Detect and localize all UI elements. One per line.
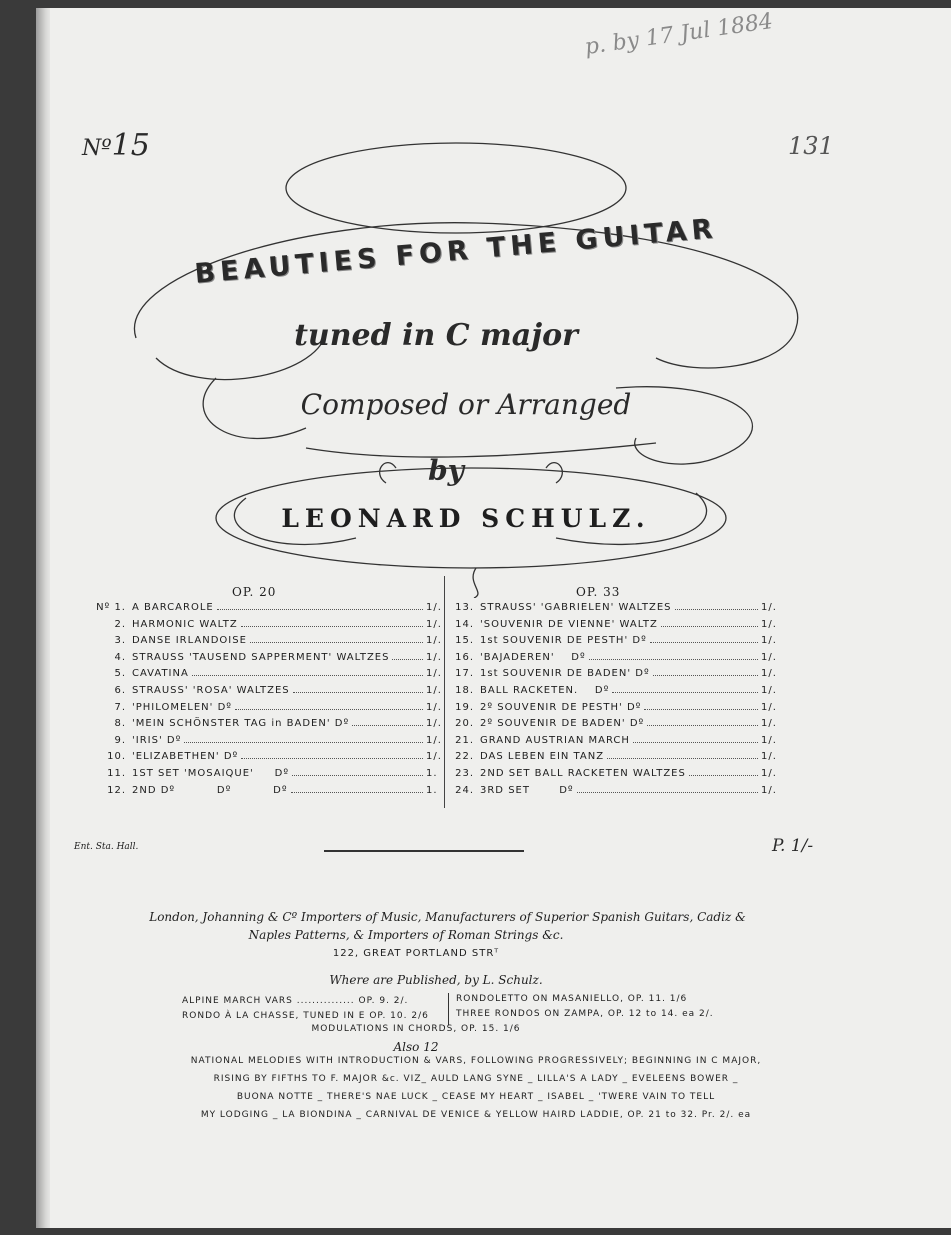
leader-dots (241, 750, 423, 759)
item-number: 10. (107, 751, 126, 763)
top-flourish (286, 143, 626, 233)
leader-dots (607, 750, 758, 759)
item-price: 1/. (426, 751, 442, 763)
item-price: 1/. (761, 685, 777, 696)
item-number: 15. (455, 635, 474, 647)
item-title: 1st SOUVENIR DE BADEN' Dº (480, 668, 650, 680)
melodies-line-2: RISING BY FIFTHS TO F. MAJOR &c. VIZ_ AULD LANG SYNE _ LILLA'S A LADY _ EVELEENS BOWER _ (213, 1074, 739, 1084)
melodies-line-3: BUONA NOTTE _ THERE'S NAE LUCK _ CEASE MY HEART _ ISABEL _ 'TWERE VAIN TO TELL (236, 1092, 716, 1102)
item-title: 'MEIN SCHÖNSTER TAG in BADEN' Dº (132, 718, 350, 730)
item-title: STRAUSS 'TAUSEND SAPPERMENT' WALTZES (132, 651, 390, 663)
item-number: 24. (455, 784, 474, 796)
item-number: 23. (455, 768, 474, 779)
binding-edge (36, 8, 50, 1228)
price-mark: P. 1/- (772, 836, 814, 856)
list-item (82, 734, 440, 750)
subtitle: tuned in C major (294, 318, 578, 353)
item-title: A BARCAROLE (132, 602, 214, 613)
item-title: BALL RACKETEN. Dº (480, 685, 610, 696)
published-right-2: THREE RONDOS ON ZAMPA, OP. 12 to 14. ea 2/. (456, 1009, 714, 1019)
list-item (452, 667, 775, 683)
melodies-line-1: NATIONAL MELODIES WITH INTRODUCTION & VARS, FOLLOWING PROGRESSIVELY; BEGINNING IN C MAJOR, (190, 1056, 762, 1066)
item-number: 9. (114, 734, 126, 746)
leader-dots (653, 667, 758, 676)
item-price: 1/. (426, 668, 442, 680)
leader-dots (293, 684, 423, 693)
list-item (452, 767, 775, 783)
leader-dots (235, 701, 423, 710)
item-price: 1/. (761, 602, 777, 613)
item-number: 12. (107, 784, 126, 796)
item-title: 2ND Dº Dº Dº (132, 784, 288, 796)
published-right-1: RONDOLETTO ON MASANIELLO, OP. 11. 1/6 (456, 994, 688, 1004)
bracket-left (380, 463, 396, 483)
item-price: 1/. (761, 751, 777, 763)
item-price: 1/. (426, 718, 442, 730)
leader-dots (192, 667, 423, 676)
imprint-line-1: London, Johanning & Cº Importers of Music, Manufacturers of Superior Spanish Guitars, Cadiz & (149, 910, 746, 924)
plate-number-value: 15 (111, 128, 150, 163)
op20-heading: OP. 20 (232, 585, 277, 599)
op33-heading: OP. 33 (576, 585, 621, 599)
leader-dots (292, 767, 423, 776)
title: BEAUTIES FOR THE GUITAR (193, 213, 719, 290)
item-number: 16. (455, 651, 474, 663)
leader-dots (392, 651, 423, 660)
item-number: 8. (114, 718, 126, 730)
item-number: 14. (455, 618, 474, 630)
item-number: 6. (114, 685, 126, 696)
leader-dots (217, 601, 423, 610)
leader-dots (184, 734, 423, 743)
list-item (452, 750, 775, 766)
leader-dots (689, 767, 758, 776)
leader-dots (291, 784, 423, 793)
list-item (82, 784, 440, 800)
list-item (82, 717, 440, 733)
item-title: STRAUSS' 'ROSA' WALTZES (132, 685, 290, 696)
list-item (82, 618, 440, 634)
page-mark: 131 (788, 132, 834, 160)
composed-arranged: Composed or Arranged (300, 388, 632, 421)
item-price: 1/. (761, 635, 777, 647)
item-title: 2º SOUVENIR DE BADEN' Dº (480, 718, 645, 730)
item-title: 'SOUVENIR DE VIENNE' WALTZ (480, 618, 658, 630)
item-title: GRAND AUSTRIAN MARCH (480, 734, 630, 746)
column-divider (444, 576, 445, 808)
rule-line (324, 850, 524, 852)
list-item (452, 601, 775, 617)
music-title-page (36, 8, 951, 1228)
item-number: 3. (114, 635, 126, 647)
item-price: 1/. (426, 701, 442, 713)
list-item (82, 701, 440, 717)
published-divider (448, 993, 449, 1025)
item-number: 4. (114, 651, 126, 663)
item-title: 1ST SET 'MOSAIQUE' Dº (132, 768, 290, 779)
stationers-hall: Ent. Sta. Hall. (74, 842, 139, 852)
item-price: 1/. (761, 784, 777, 796)
list-item (452, 618, 775, 634)
list-item (82, 750, 440, 766)
list-item (452, 634, 775, 650)
item-price: 1/. (761, 734, 777, 746)
item-title: 1st SOUVENIR DE PESTH' Dº (480, 635, 647, 647)
item-price: 1/. (426, 685, 442, 696)
item-title: STRAUSS' 'GABRIELEN' WALTZES (480, 602, 672, 613)
item-number: 7. (114, 701, 126, 713)
item-title: 'ELIZABETHEN' Dº (132, 751, 239, 763)
center-tail (473, 568, 478, 598)
leader-dots (241, 618, 423, 627)
leader-dots (633, 734, 758, 743)
item-price: 1/. (761, 701, 777, 713)
list-item (82, 601, 440, 617)
item-number: Nº 1. (96, 602, 126, 613)
item-title: 3RD SET Dº (480, 784, 574, 796)
imprint-line-2: Naples Patterns, & Importers of Roman Strings &c. (248, 928, 564, 942)
item-price: 1/. (761, 651, 777, 663)
item-price: 1/. (761, 618, 777, 630)
item-price: 1/. (761, 718, 777, 730)
item-title: 'PHILOMELEN' Dº (132, 701, 232, 713)
item-number: 22. (455, 751, 474, 763)
item-title: CAVATINA (132, 668, 189, 680)
item-number: 2. (114, 618, 126, 630)
leader-dots (647, 717, 758, 726)
item-title: 'BAJADEREN' Dº (480, 651, 586, 663)
item-number: 19. (455, 701, 474, 713)
list-item (82, 651, 440, 667)
published-center: MODULATIONS IN CHORDS, OP. 15. 1/6 (311, 1024, 521, 1034)
item-number: 13. (455, 602, 474, 613)
item-title: DAS LEBEN EIN TANZ (480, 751, 605, 763)
published-left-1: ALPINE MARCH VARS ............... OP. 9. 2/. (182, 996, 409, 1006)
melodies-line-4: MY LODGING _ LA BIONDINA _ CARNIVAL DE VENICE & YELLOW HAIRD LADDIE, OP. 21 to 32. Pr. 2/. ea (200, 1110, 752, 1120)
item-price: 1/. (426, 635, 442, 647)
item-title: 'IRIS' Dº (132, 734, 182, 746)
item-number: 18. (455, 685, 474, 696)
list-item (452, 651, 775, 667)
item-price: 1/. (761, 668, 777, 680)
leader-dots (589, 651, 758, 660)
leader-dots (675, 601, 759, 610)
published-left-2: RONDO À LA CHASSE, TUNED IN E OP. 10. 2/6 (182, 1011, 429, 1021)
by-label: by (428, 454, 464, 487)
leader-dots (352, 717, 423, 726)
item-price: 1/. (426, 618, 442, 630)
item-price: 1. (426, 784, 438, 796)
leader-dots (612, 684, 758, 693)
item-number: 17. (455, 668, 474, 680)
also-heading: Also 12 (393, 1040, 439, 1054)
bracket-right (546, 463, 562, 483)
imprint-address: 122, GREAT PORTLAND STRᵀ (332, 948, 500, 959)
leader-dots (644, 701, 758, 710)
item-number: 5. (114, 668, 126, 680)
list-item (82, 634, 440, 650)
item-price: 1. (426, 768, 438, 779)
list-item (452, 684, 775, 700)
item-title: HARMONIC WALTZ (132, 618, 238, 630)
item-price: 1/. (426, 651, 442, 663)
item-price: 1/. (426, 602, 442, 613)
item-number: 21. (455, 734, 474, 746)
list-item (82, 667, 440, 683)
list-item (452, 701, 775, 717)
leader-dots (577, 784, 758, 793)
published-heading: Where are Published, by L. Schulz. (329, 973, 543, 987)
composer-name: LEONARD SCHULZ. (281, 504, 651, 533)
item-price: 1/. (426, 734, 442, 746)
item-price: 1/. (761, 768, 777, 779)
leader-dots (650, 634, 758, 643)
list-item (452, 734, 775, 750)
list-item (82, 767, 440, 783)
item-number: 11. (107, 768, 126, 779)
pencil-note: p. by 17 Jul 1884 (583, 8, 775, 61)
leader-dots (250, 634, 423, 643)
list-item (452, 717, 775, 733)
list-item (452, 784, 775, 800)
item-title: 2º SOUVENIR DE PESTH' Dº (480, 701, 642, 713)
leader-dots (661, 618, 758, 627)
item-title: 2ND SET BALL RACKETEN WALTZES (480, 768, 686, 779)
plate-number-label: Nº (82, 136, 112, 161)
list-item (82, 684, 440, 700)
item-title: DANSE IRLANDOISE (132, 635, 247, 647)
item-number: 20. (455, 718, 474, 730)
